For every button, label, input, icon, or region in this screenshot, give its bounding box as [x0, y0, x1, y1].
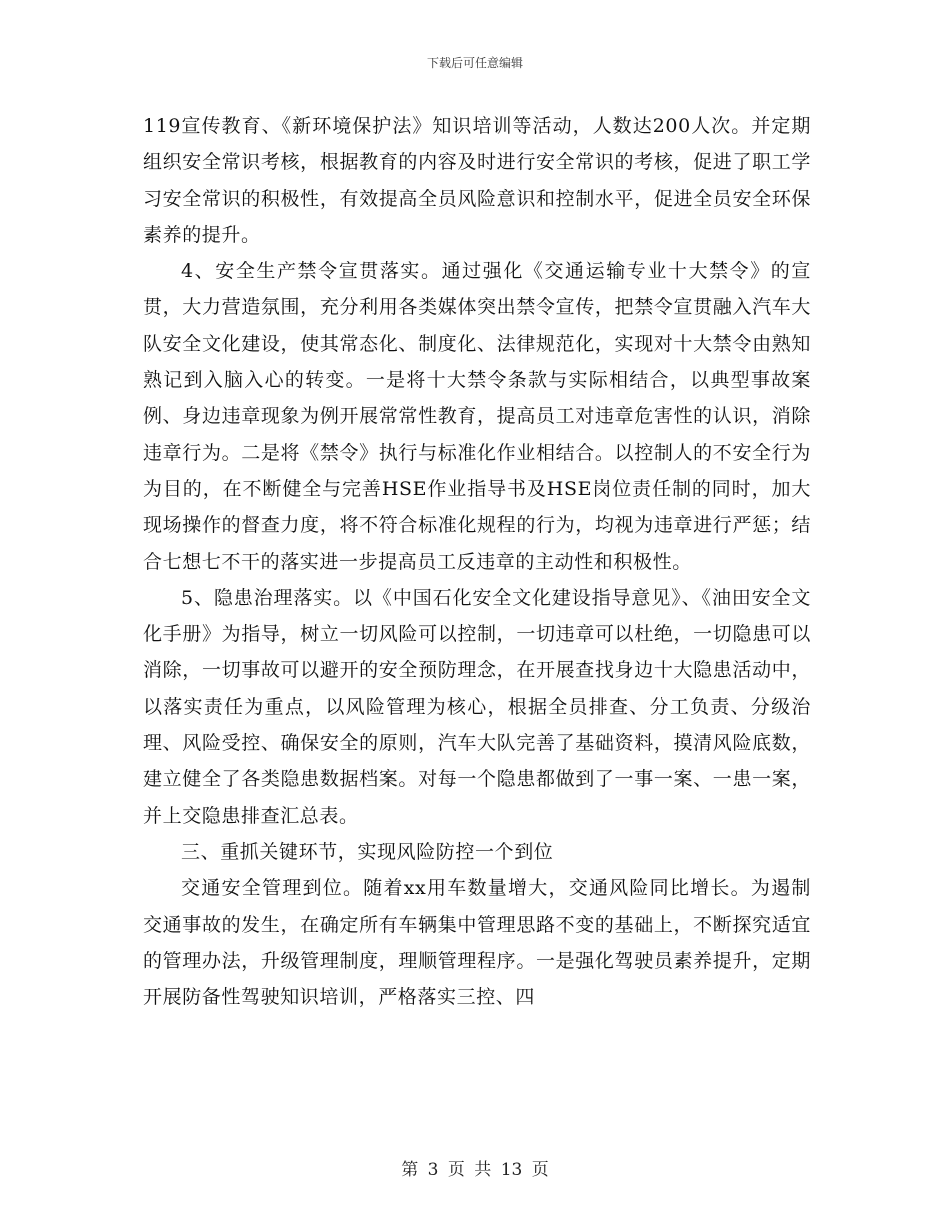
paragraph-item-5: 5、隐患治理落实。以《中国石化安全文化建设指导意见》、《油田安全文化手册》为指导，树立一切风险可以控制，一切违章可以杜绝，一切隐患可以消除，一切事故可以避开的安全预防理念，在开展查找身边十大隐患活动中，以落实责任为重点，以风险管理为核心，根据全员排查、分工负责、分级治理、风险受控、确保安全的原则，汽车大队完善了基础资料，摸清风险底数，建立健全了各类隐患数据档案。对每一个隐患都做到了一事一案、一患一案，并上交隐患排查汇总表。 [143, 586, 811, 827]
paragraph-continuation: 119宣传教育、《新环境保护法》知识培训等活动，人数达200人次。并定期组织安全常识考核，根据教育的内容及时进行安全常识的考核，促进了职工学习安全常识的积极性，有效提高全员风险意识和控制水平，促进全员安全环保素养的提升。 [143, 115, 811, 246]
page-footer: 第 3 页 共 13 页 [401, 1160, 549, 1180]
section-heading-3: 三、重抓关键环节，实现风险防控一个到位 [181, 840, 554, 863]
page-header: 下载后可任意编辑 [426, 56, 523, 70]
paragraph-traffic-safety: 交通安全管理到位。随着xx用车数量增大，交通风险同比增长。为遏制交通事故的发生，在确定所有车辆集中管理思路不变的基础上，不断探究适宜的管理办法，升级管理制度，理顺管理程序。一是强化驾驶员素养提升，定期开展防备性驾驶知识培训，严格落实三控、四 [143, 877, 811, 1009]
document-body [143, 108, 811, 1015]
paragraph-item-4: 4、安全生产禁令宣贯落实。通过强化《交通运输专业十大禁令》的宣贯，大力营造氛围，充分利用各类媒体突出禁令宣传，把禁令宣贯融入汽车大队安全文化建设，使其常态化、制度化、法律规范化，实现对十大禁令由熟知熟记到入脑入心的转变。一是将十大禁令条款与实际相结合，以典型事故案例、身边违章现象为例开展常常性教育，提高员工对违章危害性的认识，消除违章行为。二是将《禁令》执行与标准化作业相结合。以控制人的不安全行为为目的，在不断健全与完善HSE作业指导书及HSE岗位责任制的同时，加大现场操作的督查力度，将不符合标准化规程的行为，均视为违章进行严惩；结合七想七不干的落实进一步提高员工反违章的主动性和积极性。 [143, 260, 811, 573]
